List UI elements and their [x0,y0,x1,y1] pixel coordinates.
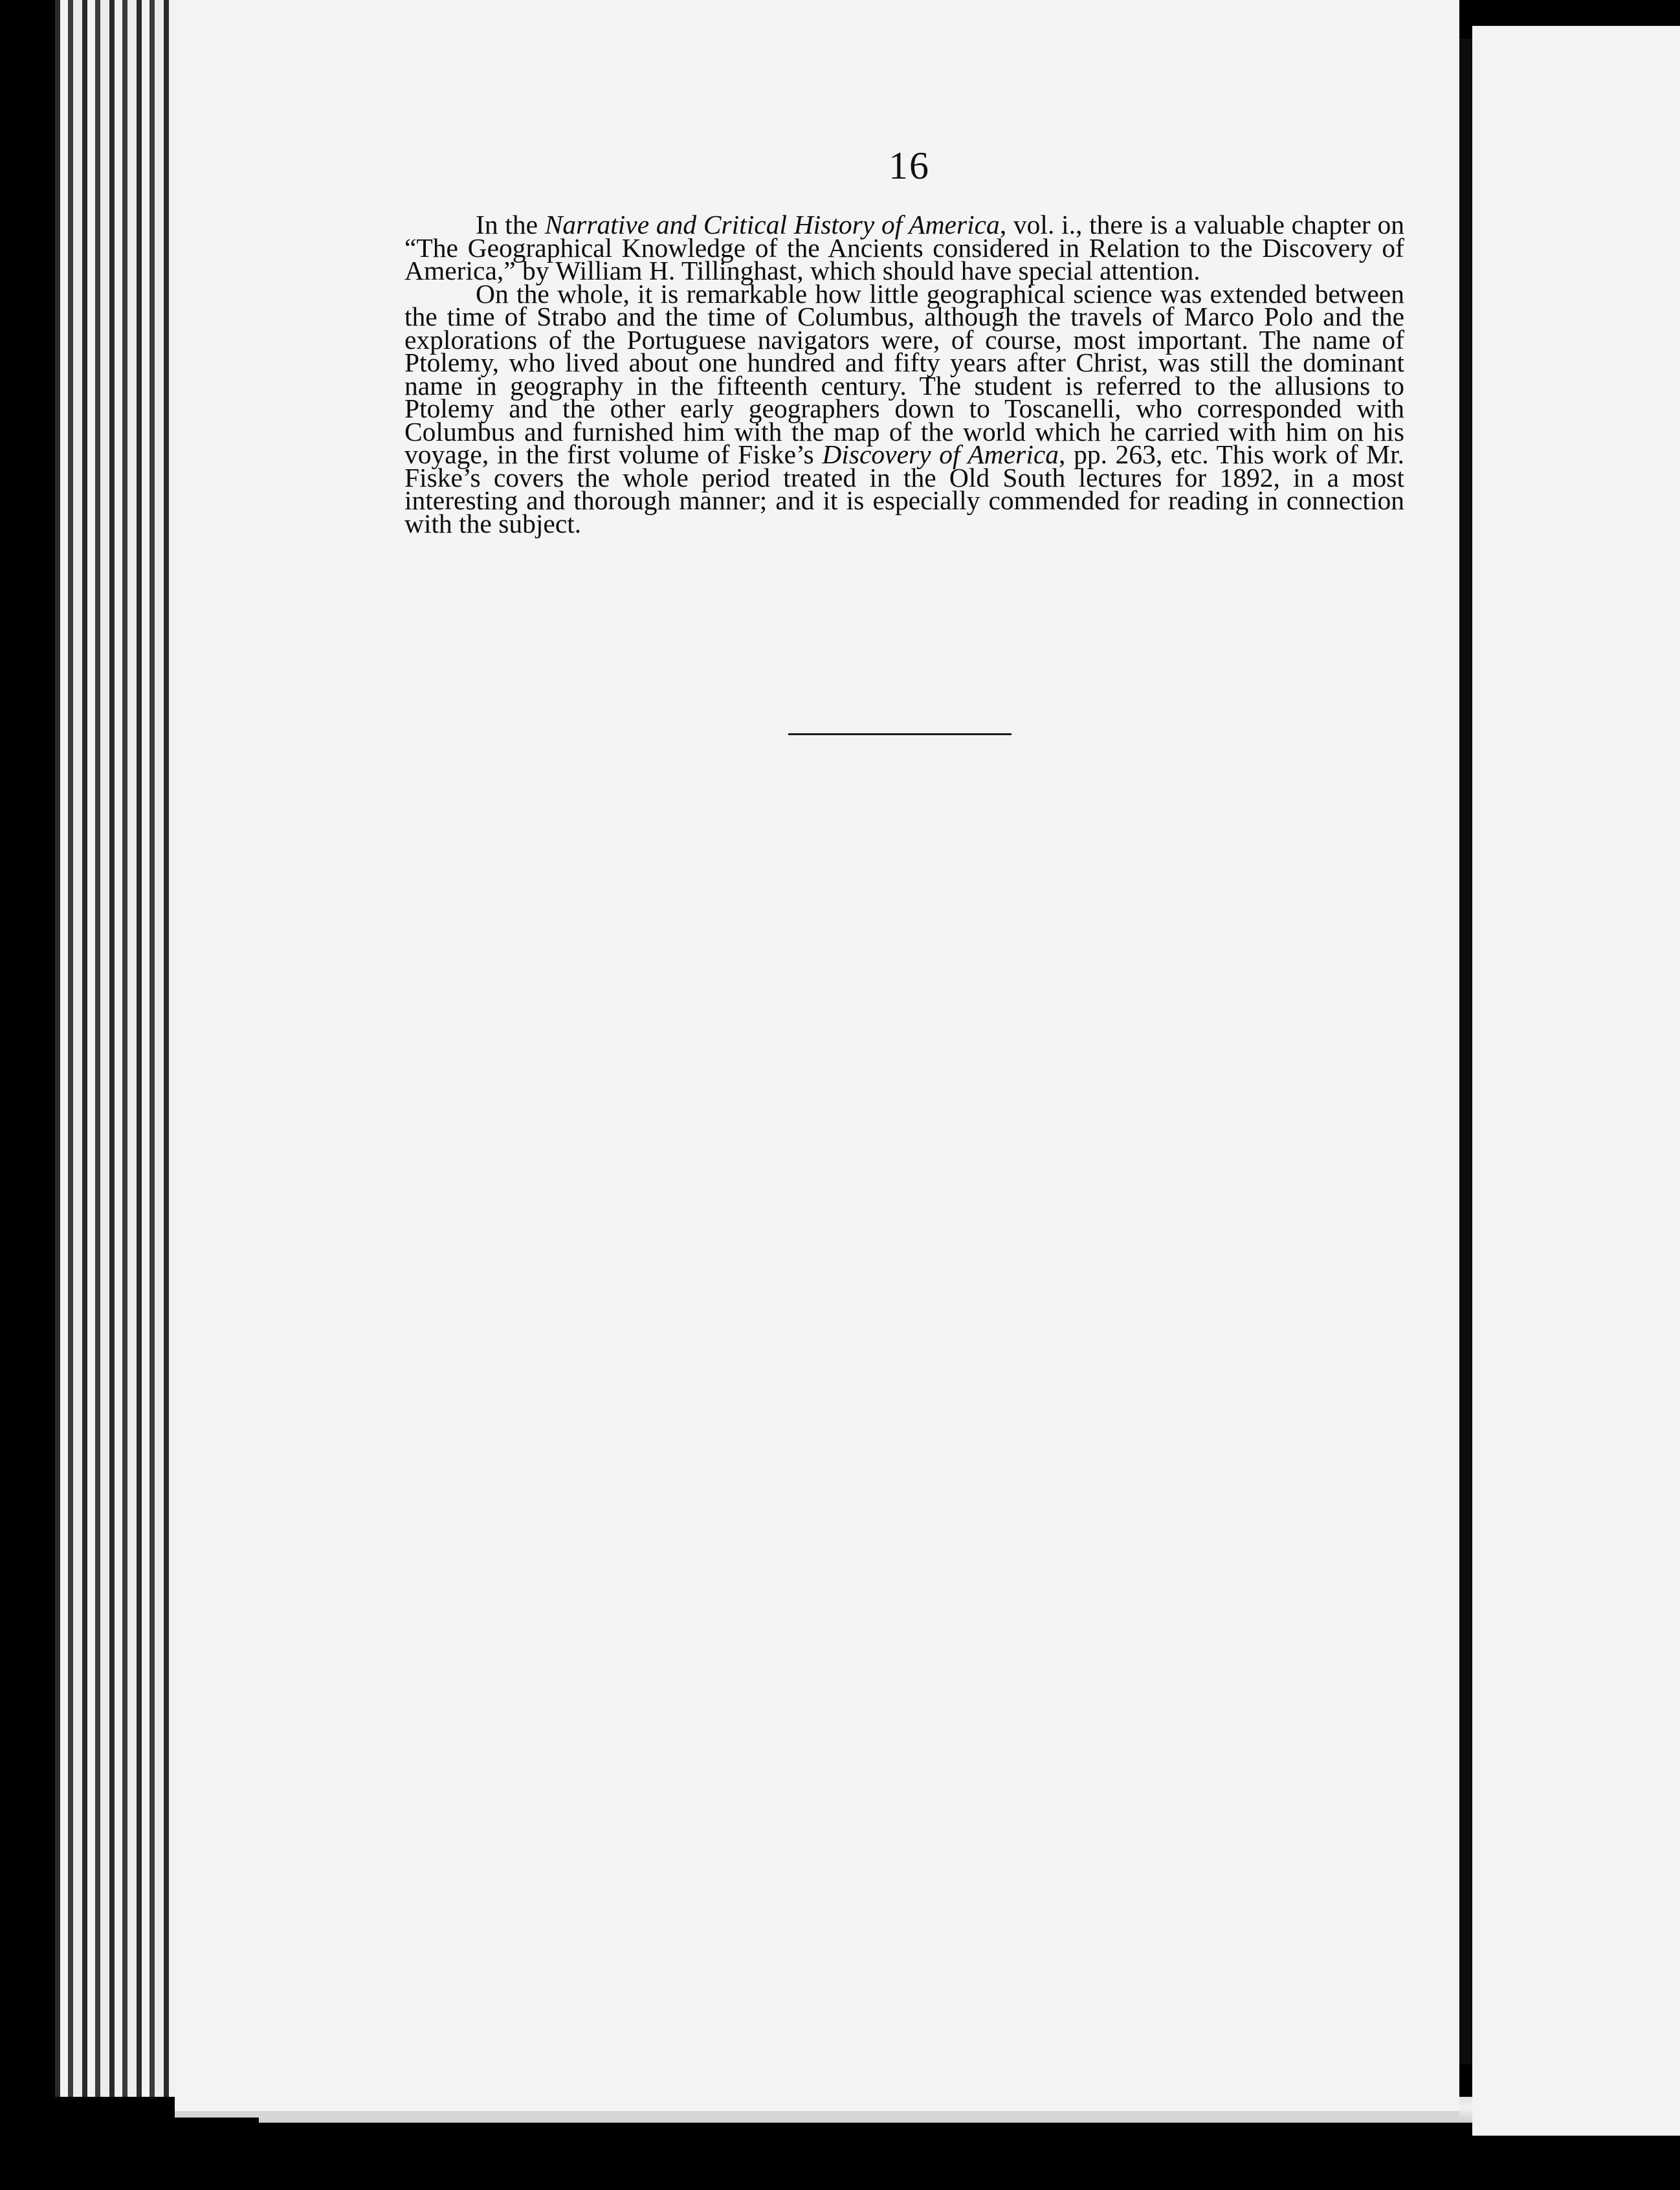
paragraph-1-intro: In the [476,210,545,239]
paragraph-1-body: , vol. i., there is a valuable chapter on “The Geographical Knowledge of the Ancients considered in Relation to the Discovery of America,” by William H. Tillinghast, which should have special attention. [404,210,1404,285]
book-page-edges [55,0,184,2097]
paragraph-2-after: , pp. 263, etc. This work of Mr. Fiske’s covers the whole period treated in the Old South lectures for 1892, in a most interesting and thorough manner; and it is especially commended for reading in connection with the subject. [404,439,1404,538]
book-title-narrative: Narrative and Critical History of America [544,210,1000,239]
paragraph-2-before: On the whole, it is remarkable how little geographical science was extended between the time of Strabo and the time of Columbus, although the travels of Marco Polo and the explorations of the Portuguese navigators were, of course, most important. The name of Ptolemy, who lived about one hundred and fifty years after Christ, was still the dominant name in geography in the fifteenth century. The student is referred to the allusions to Ptolemy and the other early geographers down to Toscanelli, who corresponded with Columbus and furnished him with the map of the world which he carried with him on his voyage, in the first volume of Fiske’s [404,278,1404,469]
section-divider [788,733,1011,735]
facing-page [1472,26,1680,2136]
paragraph-2 [404,278,1404,538]
paragraph-1 [404,210,1404,285]
body-text [404,210,1404,538]
book-title-discovery: Discovery of America [822,439,1059,469]
page-number: 16 [889,144,930,187]
